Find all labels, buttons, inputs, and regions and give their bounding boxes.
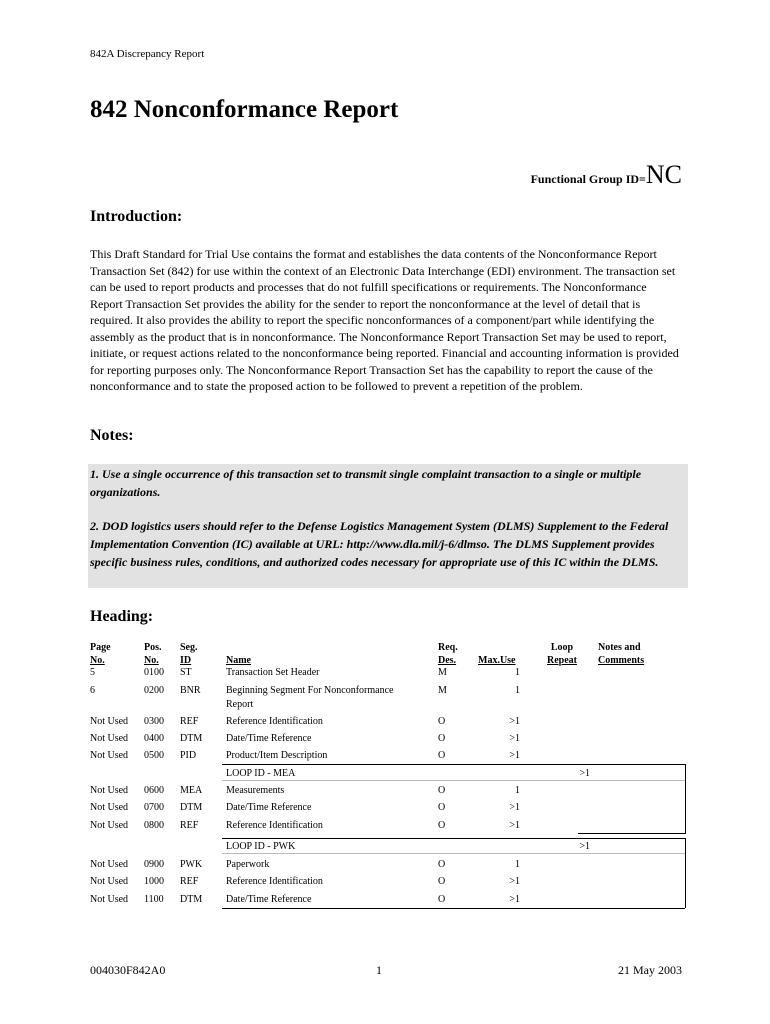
col-page-header [90,641,111,667]
row-10-seg: DTM [180,894,203,905]
row-1-seg: BNR [180,685,201,696]
row-3-max: >1 [509,733,520,744]
row-1-pos: 0200 [144,685,164,696]
row-1-page: 6 [90,685,95,696]
introduction-heading: Introduction: [90,208,183,225]
loop-mea-bottom-rule [578,833,685,834]
row-3-pos: 0400 [144,733,164,744]
col-seg-header [180,641,198,667]
loop-pwk-label: LOOP ID - PWK [226,841,296,852]
row-9-name: Reference Identification [226,876,323,887]
row-9-req: O [438,876,446,887]
note-2: 2. DOD logistics users should refer to the Defense Logistics Management System (DLMS) Supplement to the Federal Implementation Convention (IC) available at URL: http://www.dla.mil/j-6/dlmso. The DLMS Supplement provides specific business rules, conditions, and authorized codes necessary for appropriate use of this IC within the DLMS. [90,519,669,569]
row-4-req: O [438,750,446,761]
row-4-name: Product/Item Description [226,750,328,761]
footer-date: 21 May 2003 [618,963,682,977]
row-0-pos: 0100 [144,667,164,678]
row-10-name: Date/Time Reference [226,894,312,905]
row-2-name: Reference Identification [226,716,323,727]
row-3-page: Not Used [90,733,129,744]
row-4-seg: PID [180,750,197,761]
row-2-max: >1 [509,716,520,727]
row-4-pos: 0500 [144,750,164,761]
col-pos-header [144,641,162,667]
loop-mea-top-rule [222,764,685,765]
row-5-name: Measurements [226,785,285,796]
row-7-req: O [438,820,446,831]
row-3-req: O [438,733,446,744]
row-4-max: >1 [509,750,520,761]
functional-group-label: Functional Group ID= [530,172,646,186]
row-9-page: Not Used [90,876,129,887]
loop-pwk-side-rule [684,838,686,908]
functional-group-id [531,160,682,190]
row-8-name: Paperwork [226,859,270,870]
row-2-req: O [438,716,446,727]
row-9-pos: 1000 [144,876,164,887]
row-1-max: 1 [515,685,520,696]
col-req-line2: Des. [438,655,457,666]
col-notes-line2: Comments [598,655,645,666]
introduction-text: This Draft Standard for Trial Use contains the format and establishes the data contents of the Nonconformance Report Transaction Set (842) for use within the context of an Electronic Data Interchange (EDI) environment. The transaction set can be used to report products and processes that do not fulfill specifications or requirements. The Nonconformance Report Transaction Set provides the ability for the sender to report the nonconformance at the level of detail that is required. It also provides the ability to report the specific nonconformances of a component/part while identifying the assembly as the product that is in nonconformance. The Nonconformance Report Transaction Set may be used to report, initiate, or request actions related to the nonconformance being reported. Financial and accounting information is provided for reporting purposes only. The Nonconformance Report Transaction Set has the capability to report the cause of the nonconformance and to state the proposed action to be followed to prevent a repetition of the problem. [90,247,679,393]
row-7-page: Not Used [90,820,129,831]
row-0-req: M [438,667,447,678]
col-loop-line2: Repeat [547,655,577,666]
row-10-max: >1 [509,894,520,905]
row-5-pos: 0600 [144,785,164,796]
col-req-line1: Req. [438,642,458,653]
row-5-page: Not Used [90,785,129,796]
row-7-seg: REF [180,820,199,831]
row-10-pos: 1100 [144,894,164,905]
loop-pwk-top-rule [222,838,685,839]
row-2-page: Not Used [90,716,129,727]
col-req-header [438,641,458,667]
footer-page-number: 1 [376,963,382,977]
col-page-line1: Page [90,642,111,653]
row-5-req: O [438,785,446,796]
col-notes-header [598,641,644,667]
row-1-name-cont: Report [226,699,254,710]
row-9-seg: REF [180,876,199,887]
row-6-page: Not Used [90,802,129,813]
col-pos-line2: No. [144,655,159,666]
row-4-page: Not Used [90,750,129,761]
col-loop-header [544,641,580,667]
row-3-seg: DTM [180,733,203,744]
row-3-name: Date/Time Reference [226,733,312,744]
row-1-req: M [438,685,447,696]
row-7-max: >1 [509,820,520,831]
loop-mea-side-rule [684,764,686,834]
functional-group-value: NC [645,160,682,189]
row-0-page: 5 [90,667,95,678]
footer-doc-id: 004030F842A0 [90,963,166,977]
loop-mea-label: LOOP ID - MEA [226,768,296,779]
col-name-line: Name [226,655,251,666]
row-6-name: Date/Time Reference [226,802,312,813]
loop-pwk-repeat: >1 [579,841,590,852]
loop-pwk-label-rule [222,853,685,854]
row-6-max: >1 [509,802,520,813]
row-5-seg: MEA [180,785,203,796]
row-5-max: 1 [515,785,520,796]
row-7-name: Reference Identification [226,820,323,831]
row-7-pos: 0800 [144,820,164,831]
row-8-pos: 0900 [144,859,164,870]
col-page-line2: No. [90,655,105,666]
row-10-page: Not Used [90,894,129,905]
row-9-max: >1 [509,876,520,887]
row-10-req: O [438,894,446,905]
col-seg-line1: Seg. [180,642,198,653]
col-notes-line1: Notes and [598,642,641,653]
note-1: 1. Use a single occurrence of this transaction set to transmit single complaint transaction to a single or multiple organizations. [90,467,642,499]
col-pos-line1: Pos. [144,642,162,653]
running-header: 842A Discrepancy Report [90,48,205,60]
row-8-max: 1 [515,859,520,870]
row-8-req: O [438,859,446,870]
row-6-pos: 0700 [144,802,164,813]
row-8-page: Not Used [90,859,129,870]
heading-section-title: Heading: [90,608,154,625]
notes-heading: Notes: [90,427,134,444]
row-0-seg: ST [180,667,192,678]
col-loop-line1: Loop [550,642,574,653]
row-8-seg: PWK [180,859,203,870]
loop-mea-label-rule [222,780,685,781]
col-max-line: Max.Use [478,655,516,666]
row-6-req: O [438,802,446,813]
loop-mea-repeat: >1 [579,768,590,779]
row-0-max: 1 [515,667,520,678]
row-2-pos: 0300 [144,716,164,727]
page-title: 842 Nonconformance Report [90,96,399,123]
row-0-name: Transaction Set Header [226,667,320,678]
row-2-seg: REF [180,716,199,727]
loop-pwk-bottom-rule [222,908,685,909]
row-6-seg: DTM [180,802,203,813]
row-1-name: Beginning Segment For Nonconformance [226,685,394,696]
col-seg-line2: ID [180,655,192,666]
